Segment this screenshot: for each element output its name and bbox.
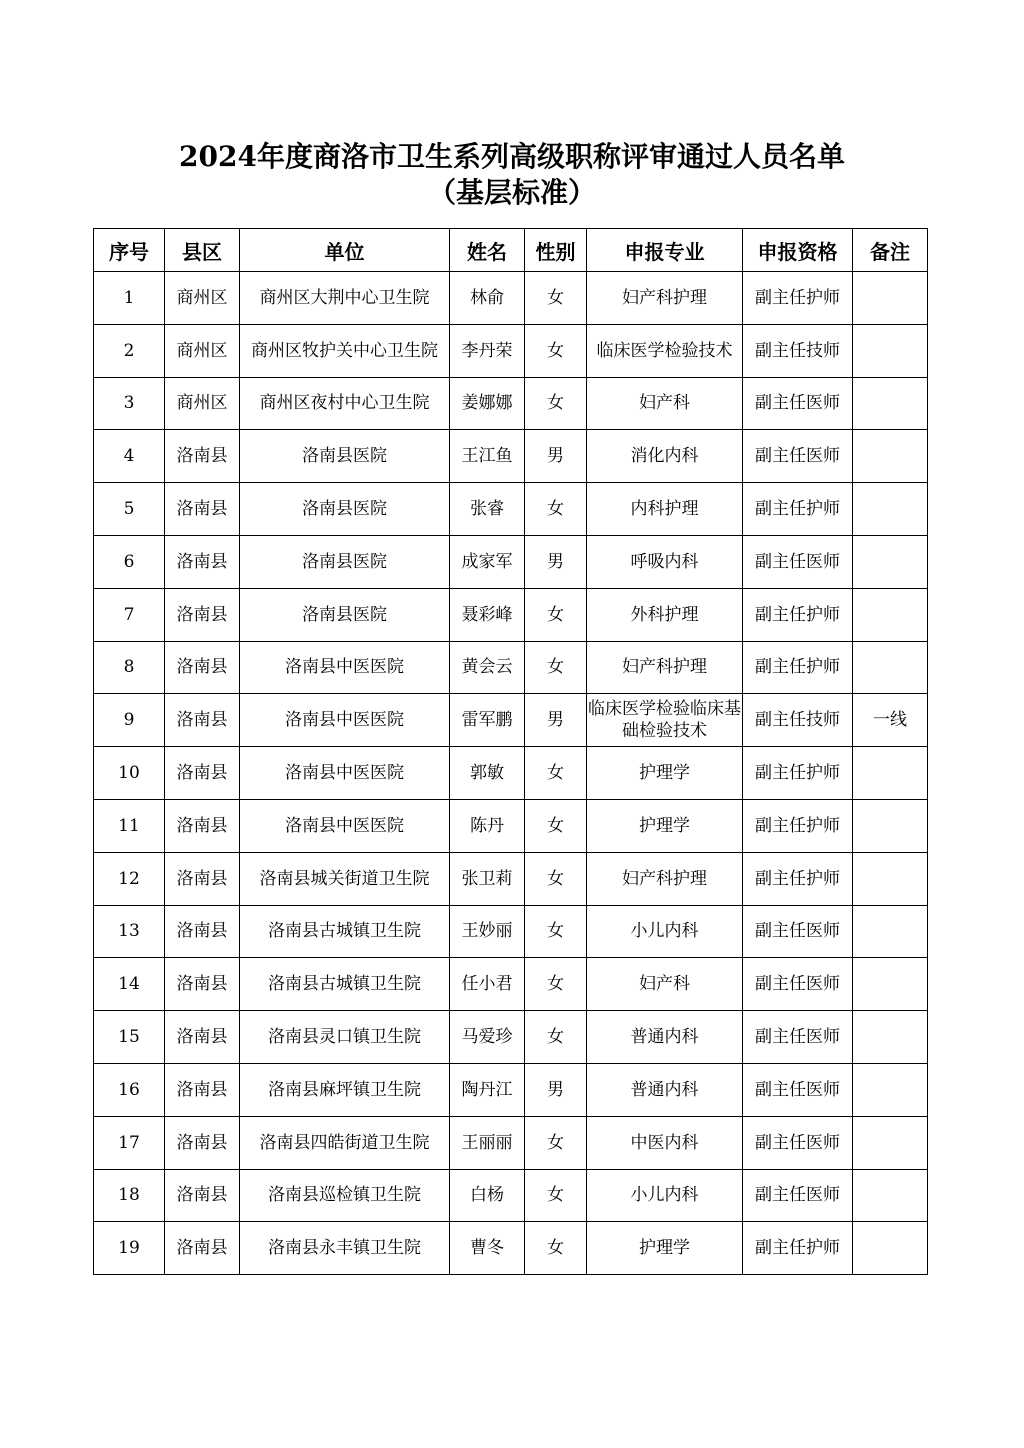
cell-qualification: 副主任护师: [743, 588, 853, 641]
cell-serial-number: 18: [94, 1169, 165, 1222]
cell-remarks: 一线: [853, 694, 928, 747]
cell-name: 张睿: [450, 483, 525, 536]
cell-specialty: 护理学: [587, 1222, 743, 1275]
cell-serial-number: 16: [94, 1063, 165, 1116]
personnel-table: [93, 228, 928, 1275]
cell-unit: 洛南县医院: [240, 535, 450, 588]
table-header-row: [94, 229, 928, 272]
cell-unit: 洛南县中医医院: [240, 641, 450, 694]
header-qualification: 申报资格: [743, 229, 853, 272]
cell-unit: 洛南县巡检镇卫生院: [240, 1169, 450, 1222]
cell-district: 洛南县: [165, 958, 240, 1011]
cell-qualification: 副主任医师: [743, 1116, 853, 1169]
cell-specialty: 外科护理: [587, 588, 743, 641]
cell-unit: 洛南县古城镇卫生院: [240, 905, 450, 958]
cell-unit: 洛南县麻坪镇卫生院: [240, 1063, 450, 1116]
cell-serial-number: 15: [94, 1011, 165, 1064]
cell-remarks: [853, 324, 928, 377]
cell-remarks: [853, 1063, 928, 1116]
cell-serial-number: 8: [94, 641, 165, 694]
cell-name: 白杨: [450, 1169, 525, 1222]
header-remarks: 备注: [853, 229, 928, 272]
cell-serial-number: 1: [94, 272, 165, 325]
table-row: [94, 324, 928, 377]
cell-district: 洛南县: [165, 641, 240, 694]
cell-qualification: 副主任护师: [743, 747, 853, 800]
table-row: [94, 483, 928, 536]
table-row: [94, 1063, 928, 1116]
cell-district: 洛南县: [165, 799, 240, 852]
cell-qualification: 副主任医师: [743, 1063, 853, 1116]
cell-qualification: 副主任医师: [743, 1011, 853, 1064]
cell-serial-number: 14: [94, 958, 165, 1011]
table-row: [94, 799, 928, 852]
cell-name: 聂彩峰: [450, 588, 525, 641]
cell-name: 王丽丽: [450, 1116, 525, 1169]
cell-remarks: [853, 852, 928, 905]
cell-qualification: 副主任医师: [743, 535, 853, 588]
cell-gender: 女: [525, 747, 587, 800]
table-row: [94, 1011, 928, 1064]
cell-name: 雷军鹏: [450, 694, 525, 747]
cell-remarks: [853, 430, 928, 483]
cell-unit: 商州区大荆中心卫生院: [240, 272, 450, 325]
cell-gender: 女: [525, 272, 587, 325]
cell-serial-number: 19: [94, 1222, 165, 1275]
cell-qualification: 副主任护师: [743, 641, 853, 694]
cell-qualification: 副主任医师: [743, 958, 853, 1011]
cell-remarks: [853, 483, 928, 536]
cell-district: 洛南县: [165, 430, 240, 483]
cell-specialty: 中医内科: [587, 1116, 743, 1169]
cell-unit: 洛南县中医医院: [240, 694, 450, 747]
cell-unit: 商州区牧护关中心卫生院: [240, 324, 450, 377]
cell-name: 马爱珍: [450, 1011, 525, 1064]
table-row: [94, 1222, 928, 1275]
cell-remarks: [853, 747, 928, 800]
cell-serial-number: 13: [94, 905, 165, 958]
cell-qualification: 副主任技师: [743, 324, 853, 377]
cell-unit: 洛南县永丰镇卫生院: [240, 1222, 450, 1275]
table-row: [94, 852, 928, 905]
cell-district: 洛南县: [165, 1011, 240, 1064]
cell-serial-number: 9: [94, 694, 165, 747]
cell-gender: 女: [525, 324, 587, 377]
cell-remarks: [853, 958, 928, 1011]
cell-qualification: 副主任医师: [743, 1169, 853, 1222]
table-row: [94, 694, 928, 747]
cell-gender: 男: [525, 430, 587, 483]
cell-remarks: [853, 377, 928, 430]
cell-gender: 男: [525, 694, 587, 747]
cell-name: 曹冬: [450, 1222, 525, 1275]
cell-name: 任小君: [450, 958, 525, 1011]
cell-qualification: 副主任医师: [743, 905, 853, 958]
cell-gender: 男: [525, 1063, 587, 1116]
cell-remarks: [853, 272, 928, 325]
cell-unit: 洛南县城关街道卫生院: [240, 852, 450, 905]
cell-serial-number: 17: [94, 1116, 165, 1169]
cell-gender: 女: [525, 483, 587, 536]
document-title: 2024年度商洛市卫生系列高级职称评审通过人员名单: [179, 140, 845, 173]
cell-specialty: 临床医学检验临床基础检验技术: [587, 694, 743, 747]
cell-unit: 洛南县中医医院: [240, 747, 450, 800]
cell-district: 商州区: [165, 377, 240, 430]
cell-name: 黄会云: [450, 641, 525, 694]
cell-name: 陈丹: [450, 799, 525, 852]
cell-district: 洛南县: [165, 1222, 240, 1275]
table-row: [94, 958, 928, 1011]
cell-district: 洛南县: [165, 483, 240, 536]
cell-specialty: 消化内科: [587, 430, 743, 483]
table-row: [94, 272, 928, 325]
cell-remarks: [853, 641, 928, 694]
cell-unit: 商州区夜村中心卫生院: [240, 377, 450, 430]
cell-remarks: [853, 1169, 928, 1222]
cell-gender: 女: [525, 1169, 587, 1222]
cell-specialty: 妇产科护理: [587, 852, 743, 905]
cell-remarks: [853, 905, 928, 958]
cell-remarks: [853, 799, 928, 852]
cell-serial-number: 11: [94, 799, 165, 852]
cell-name: 郭敏: [450, 747, 525, 800]
cell-remarks: [853, 535, 928, 588]
cell-district: 洛南县: [165, 747, 240, 800]
cell-qualification: 副主任护师: [743, 852, 853, 905]
cell-specialty: 普通内科: [587, 1063, 743, 1116]
cell-specialty: 妇产科: [587, 958, 743, 1011]
cell-specialty: 临床医学检验技术: [587, 324, 743, 377]
cell-serial-number: 6: [94, 535, 165, 588]
header-district: 县区: [165, 229, 240, 272]
cell-remarks: [853, 1116, 928, 1169]
cell-district: 洛南县: [165, 1169, 240, 1222]
cell-gender: 女: [525, 852, 587, 905]
cell-specialty: 妇产科护理: [587, 641, 743, 694]
cell-name: 林俞: [450, 272, 525, 325]
cell-district: 洛南县: [165, 905, 240, 958]
table-body: [94, 272, 928, 1275]
cell-district: 洛南县: [165, 1063, 240, 1116]
cell-unit: 洛南县医院: [240, 483, 450, 536]
cell-unit: 洛南县灵口镇卫生院: [240, 1011, 450, 1064]
table-row: [94, 588, 928, 641]
cell-remarks: [853, 588, 928, 641]
cell-serial-number: 10: [94, 747, 165, 800]
cell-qualification: 副主任护师: [743, 272, 853, 325]
header-unit: 单位: [240, 229, 450, 272]
cell-specialty: 护理学: [587, 799, 743, 852]
cell-qualification: 副主任技师: [743, 694, 853, 747]
cell-gender: 女: [525, 588, 587, 641]
cell-unit: 洛南县古城镇卫生院: [240, 958, 450, 1011]
cell-gender: 女: [525, 905, 587, 958]
cell-gender: 男: [525, 535, 587, 588]
cell-gender: 女: [525, 1011, 587, 1064]
cell-specialty: 普通内科: [587, 1011, 743, 1064]
cell-remarks: [853, 1011, 928, 1064]
cell-qualification: 副主任护师: [743, 483, 853, 536]
cell-unit: 洛南县医院: [240, 588, 450, 641]
cell-specialty: 小儿内科: [587, 1169, 743, 1222]
cell-unit: 洛南县中医医院: [240, 799, 450, 852]
cell-qualification: 副主任护师: [743, 799, 853, 852]
cell-gender: 女: [525, 958, 587, 1011]
cell-specialty: 内科护理: [587, 483, 743, 536]
header-serial-number: 序号: [94, 229, 165, 272]
header-gender: 性别: [525, 229, 587, 272]
cell-gender: 女: [525, 641, 587, 694]
cell-qualification: 副主任医师: [743, 377, 853, 430]
cell-district: 商州区: [165, 272, 240, 325]
cell-name: 张卫莉: [450, 852, 525, 905]
table-row: [94, 430, 928, 483]
cell-name: 王妙丽: [450, 905, 525, 958]
cell-name: 李丹荣: [450, 324, 525, 377]
cell-district: 洛南县: [165, 852, 240, 905]
cell-specialty: 妇产科护理: [587, 272, 743, 325]
cell-unit: 洛南县四皓街道卫生院: [240, 1116, 450, 1169]
table-row: [94, 377, 928, 430]
table-row: [94, 641, 928, 694]
cell-remarks: [853, 1222, 928, 1275]
cell-gender: 女: [525, 799, 587, 852]
cell-name: 成家军: [450, 535, 525, 588]
header-name: 姓名: [450, 229, 525, 272]
cell-district: 商州区: [165, 324, 240, 377]
table-row: [94, 1169, 928, 1222]
cell-unit: 洛南县医院: [240, 430, 450, 483]
cell-gender: 女: [525, 1222, 587, 1275]
table-row: [94, 905, 928, 958]
cell-specialty: 呼吸内科: [587, 535, 743, 588]
cell-district: 洛南县: [165, 1116, 240, 1169]
cell-gender: 女: [525, 1116, 587, 1169]
cell-serial-number: 4: [94, 430, 165, 483]
cell-district: 洛南县: [165, 588, 240, 641]
cell-specialty: 护理学: [587, 747, 743, 800]
cell-serial-number: 7: [94, 588, 165, 641]
table-row: [94, 747, 928, 800]
cell-specialty: 小儿内科: [587, 905, 743, 958]
cell-name: 姜娜娜: [450, 377, 525, 430]
cell-gender: 女: [525, 377, 587, 430]
cell-serial-number: 2: [94, 324, 165, 377]
header-specialty: 申报专业: [587, 229, 743, 272]
cell-serial-number: 3: [94, 377, 165, 430]
cell-qualification: 副主任医师: [743, 430, 853, 483]
cell-serial-number: 5: [94, 483, 165, 536]
cell-specialty: 妇产科: [587, 377, 743, 430]
cell-name: 陶丹江: [450, 1063, 525, 1116]
table-row: [94, 1116, 928, 1169]
cell-qualification: 副主任护师: [743, 1222, 853, 1275]
document-subtitle: （基层标准）: [427, 176, 596, 209]
table-row: [94, 535, 928, 588]
cell-name: 王江鱼: [450, 430, 525, 483]
cell-district: 洛南县: [165, 535, 240, 588]
cell-district: 洛南县: [165, 694, 240, 747]
cell-serial-number: 12: [94, 852, 165, 905]
